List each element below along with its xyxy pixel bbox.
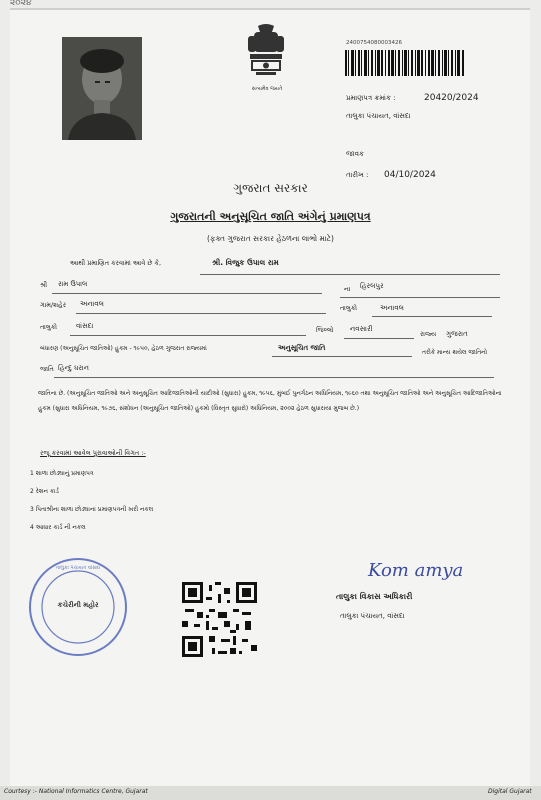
- para1-a: બંધારણ (અનુસૂચિત જાતિઓ) હુકમ - ૧૯૫૦, હેઠળ ગુજરાત રાજ્યમાં: [40, 345, 207, 352]
- top-scrawl: ૨૦૨૪: [10, 0, 32, 8]
- certificate-no-label: પ્રમાણપત્ર ક્રમાંક :: [346, 94, 396, 102]
- caste: હિન્દુ ધરાન: [58, 364, 89, 372]
- courtesy-text: Courtesy :- National Informatics Centre, Gujarat: [4, 788, 148, 795]
- state-label: રાજ્ય: [420, 330, 437, 338]
- gov-title: ગુજરાત સરકાર: [233, 181, 308, 195]
- taluka-label-2: તાલુકો: [340, 304, 358, 312]
- barcode: [345, 50, 465, 76]
- stamp-ring-text: તાલુકા પંચાયત વાંસદા: [55, 565, 101, 571]
- certificate-subheading: (ફક્ત ગુજરાત સરકાર હેઠળના લાભો માટે): [207, 234, 334, 243]
- village-label: ગામ/શહેર: [40, 301, 67, 309]
- father-label: શ્રી: [40, 281, 48, 289]
- applicant-photo: [62, 37, 142, 140]
- state: ગુજરાત: [446, 330, 468, 338]
- taluka: વાંસદા: [76, 322, 94, 330]
- village: હિરલપુર: [360, 282, 384, 290]
- line1-prefix: આથી પ્રમાણિત કરવામાં આવે છે કે,: [70, 259, 162, 267]
- issue-date: 04/10/2024: [384, 170, 436, 180]
- father-name: રામ ઉપાલ: [58, 280, 88, 288]
- village-of-label: ના: [344, 285, 351, 293]
- doc-item-2: 2 રેશન કાર્ડ: [30, 488, 59, 495]
- para1-b: તરીકે માન્ય થયેલ જાતિનો: [422, 349, 488, 356]
- date-label: તારીખ :: [346, 171, 369, 179]
- certificate-heading: ગુજરાતની અનુસૂચિત જાતિ અંગેનું પ્રમાણપત્ર: [170, 210, 371, 223]
- digital-gujarat-text: Digital Gujarat: [488, 788, 532, 795]
- qr-code: [182, 582, 257, 657]
- stamp-text: કચેરીની મહોર: [57, 601, 99, 609]
- taluka-label: તાલુકો: [40, 323, 58, 331]
- office-stamp: [27, 556, 129, 658]
- outward-label: જાવક: [346, 150, 364, 158]
- officer-office: તાલુકા પંચાયત, વાંસદા: [340, 612, 405, 620]
- district-label: જિલ્લો: [316, 326, 334, 334]
- doc-item-4: 4 આધાર કાર્ડ ની નકલ: [30, 524, 86, 531]
- doc-item-1: 1 શાળા છોડ્યાનું પ્રમાણપત્ર: [30, 470, 94, 477]
- taluka-value: અનાવલ: [80, 300, 104, 308]
- doc-item-3: 3 પિતાશ્રીના શાળા છોડ્યાના પ્રમાણપત્રની ખરી નકલ: [30, 506, 154, 513]
- caste-label: જાતિ: [40, 365, 54, 373]
- officer-signature: Kom amya: [368, 560, 464, 581]
- legal-paragraph: જાતિના છે. (અનુસૂચિત જાતિઓ અને અનુસૂચિત આદિજાતિઓની યાદીઓ (સુધારા) હુકમ, ૧૯૫૬, મુંબઈ પુનર્ગઠન અધિનિયમ, ૧૯૬૦ તથા અનુસૂચિત જાતિઓ અને અનુસૂચિત આદિજાતિઓના હુકમ (સુધારા અધિનિયમ, ૧૯૭૬, સંશોધન (અનુસૂચિત જાતિઓ) હુકમો (વિસ્તૃત સુધારો) અધિનિયમ, ૨૦૦૨ હેઠળ સુધારાયા મુજબ છે.): [38, 390, 502, 412]
- emblem-caption: સત્યમેવ જયતે: [251, 86, 283, 92]
- national-emblem-icon: [238, 22, 294, 84]
- barcode-number: 2400754080003426: [346, 40, 402, 46]
- taluka-value-2: અનાવલ: [380, 304, 404, 312]
- docs-label: રજૂ કરવામાં આવેલ પુરાવાઓની વિગત :-: [40, 449, 146, 457]
- certificate-no: 20420/2024: [424, 93, 479, 103]
- category: અનુસૂચિત જાતિ: [278, 344, 326, 352]
- applicant-name: શ્રી. વિજુક ઉપાલ રામ: [212, 258, 279, 267]
- footer-bar: [0, 786, 541, 800]
- officer-title: તાલુકા વિકાસ અધિકારી: [336, 592, 413, 601]
- header-office: તાલુકા પંચાયત, વાંસદા: [346, 112, 411, 120]
- district: નવસારી: [350, 325, 373, 333]
